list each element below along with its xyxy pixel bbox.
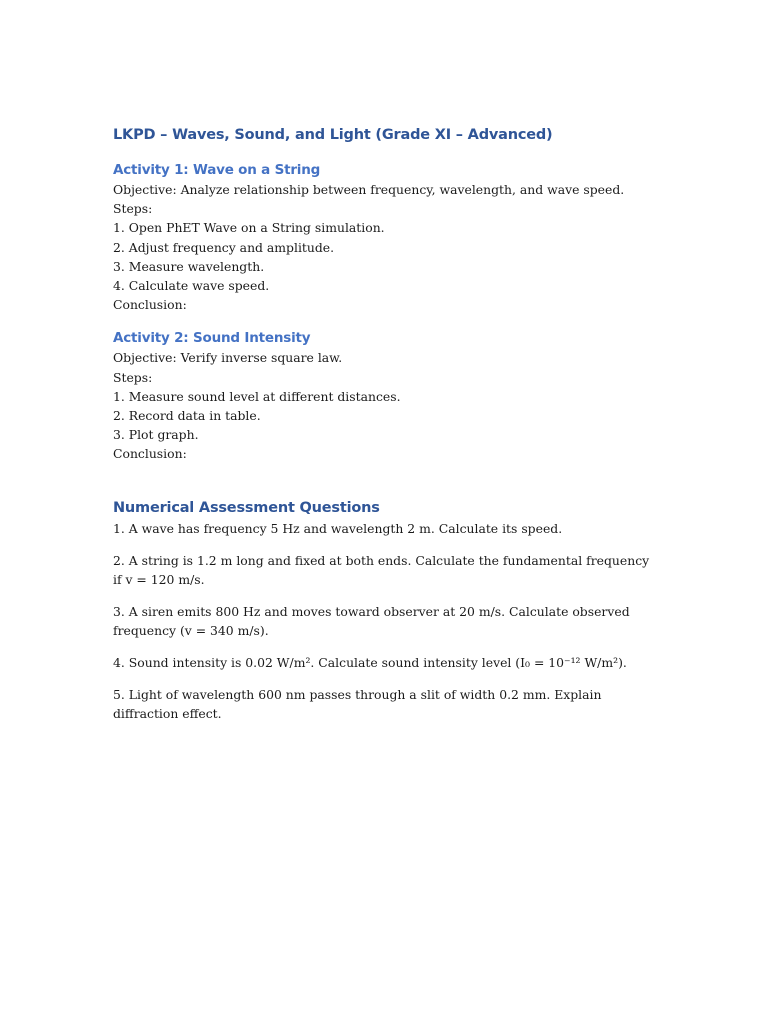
activity-2-heading: Activity 2: Sound Intensity bbox=[113, 330, 311, 347]
document-body bbox=[113, 124, 653, 723]
activity-1-heading: Activity 1: Wave on a String bbox=[113, 162, 321, 178]
activity-1-step: 4. Calculate wave speed. bbox=[113, 278, 270, 294]
question-item: 5. Light of wavelength 600 nm passes through a slit of width 0.2 mm. Explain diffraction effect. bbox=[113, 687, 602, 722]
activity-2-step: 1. Measure sound level at different distances. bbox=[113, 388, 401, 404]
question-item: 4. Sound intensity is 0.02 W/m². Calculate sound intensity level (I₀ = 10⁻¹² W/m²). bbox=[113, 655, 627, 671]
document-title: LKPD – Waves, Sound, and Light (Grade XI – Advanced) bbox=[113, 127, 553, 143]
activity-2-objective: Objective: Verify inverse square law. bbox=[113, 350, 343, 366]
activity-2-step: 3. Plot graph. bbox=[113, 427, 199, 443]
activity-1-step: 2. Adjust frequency and amplitude. bbox=[113, 239, 335, 255]
question-item: 3. A siren emits 800 Hz and moves toward observer at 20 m/s. Calculate observed frequency (v = 340 m/s). bbox=[113, 603, 630, 639]
activity-1-steps-label: Steps: bbox=[113, 201, 153, 217]
activity-1-step: 1. Open PhET Wave on a String simulation. bbox=[113, 220, 385, 236]
question-item: 1. A wave has frequency 5 Hz and wavelength 2 m. Calculate its speed. bbox=[113, 520, 563, 536]
activity-2-conclusion: Conclusion: bbox=[113, 446, 187, 462]
activity-2-section bbox=[113, 328, 653, 463]
activity-2-step: 2. Record data in table. bbox=[113, 408, 261, 424]
numerical-section bbox=[113, 497, 653, 724]
question-item: 2. A string is 1.2 m long and fixed at both ends. Calculate the fundamental frequency if v = 120 m/s. bbox=[113, 552, 650, 587]
activity-1-objective: Objective: Analyze relationship between frequency, wavelength, and wave speed. bbox=[113, 182, 625, 197]
activity-2-steps-label: Steps: bbox=[113, 369, 153, 385]
activity-1-conclusion: Conclusion: bbox=[113, 297, 187, 313]
numerical-heading: Numerical Assessment Questions bbox=[113, 499, 380, 516]
activity-1-section bbox=[113, 160, 653, 314]
activity-1-step: 3. Measure wavelength. bbox=[113, 258, 265, 274]
